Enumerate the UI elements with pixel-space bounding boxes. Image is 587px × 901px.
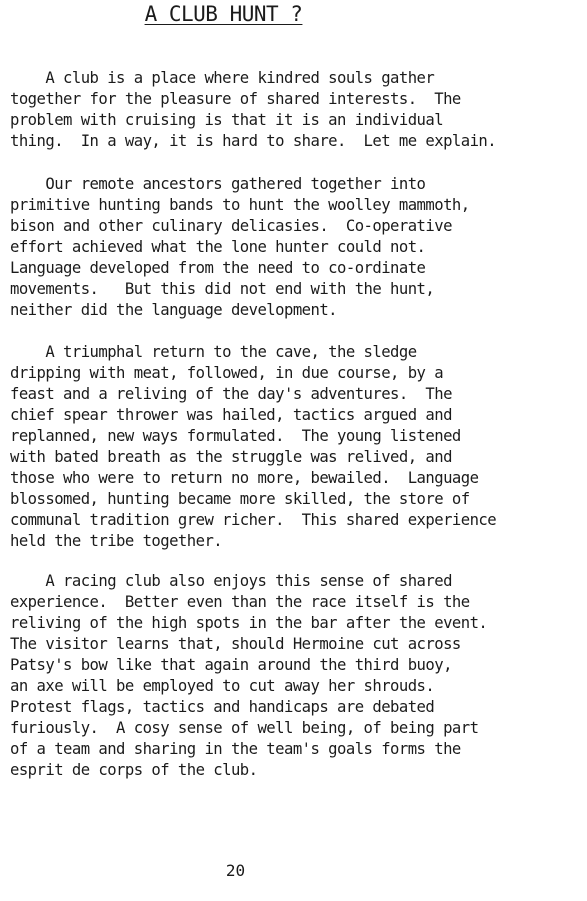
text-line: held the tribe together. (10, 532, 223, 550)
paragraph-1 (10, 68, 586, 152)
text-line: esprit de corps of the club. (10, 761, 258, 779)
text-line: A racing club also enjoys this sense of shared (10, 572, 452, 590)
text-line: Language developed from the need to co-ordinate (10, 259, 426, 277)
text-line: of a team and sharing in the team's goals forms the (10, 740, 461, 758)
text-line: an axe will be employed to cut away her shrouds. (10, 677, 435, 695)
paragraph-2 (10, 174, 586, 321)
text-line: neither did the language development. (10, 301, 338, 319)
text-line: Our remote ancestors gathered together into (10, 175, 426, 193)
text-line: A club is a place where kindred souls gather (10, 69, 435, 87)
text-line: Patsy's bow like that again around the third buoy, (10, 656, 452, 674)
text-line: dripping with meat, followed, in due course, by a (10, 364, 444, 382)
text-line: chief spear thrower was hailed, tactics argued and (10, 406, 452, 424)
text-line: A triumphal return to the cave, the sledge (10, 343, 417, 361)
text-line: together for the pleasure of shared interests. The (10, 90, 461, 108)
text-line: primitive hunting bands to hunt the woolley mammoth, (10, 196, 470, 214)
text-line: replanned, new ways formulated. The young listened (10, 427, 461, 445)
text-line: effort achieved what the lone hunter could not. (10, 238, 426, 256)
page-number: 20 (225, 861, 246, 880)
text-line: The visitor learns that, should Hermoine cut across (10, 635, 461, 653)
text-line: thing. In a way, it is hard to share. Let me explain. (10, 132, 497, 150)
text-line: bison and other culinary delicasies. Co-operative (10, 217, 452, 235)
text-line: furiously. A cosy sense of well being, of being part (10, 719, 479, 737)
paragraph-4 (10, 571, 586, 781)
text-line: communal tradition grew richer. This shared experience (10, 511, 497, 529)
text-line: those who were to return no more, bewailed. Language (10, 469, 479, 487)
text-line: problem with cruising is that it is an individual (10, 111, 444, 129)
text-line: movements. But this did not end with the hunt, (10, 280, 435, 298)
page-title: A CLUB HUNT ? (144, 2, 303, 26)
text-line: Protest flags, tactics and handicaps are debated (10, 698, 435, 716)
text-line: feast and a reliving of the day's adventures. The (10, 385, 452, 403)
text-line: experience. Better even than the race itself is the (10, 593, 470, 611)
text-line: blossomed, hunting became more skilled, the store of (10, 490, 470, 508)
text-line: with bated breath as the struggle was relived, and (10, 448, 452, 466)
paragraph-3 (10, 342, 586, 552)
text-line: reliving of the high spots in the bar after the event. (10, 614, 488, 632)
